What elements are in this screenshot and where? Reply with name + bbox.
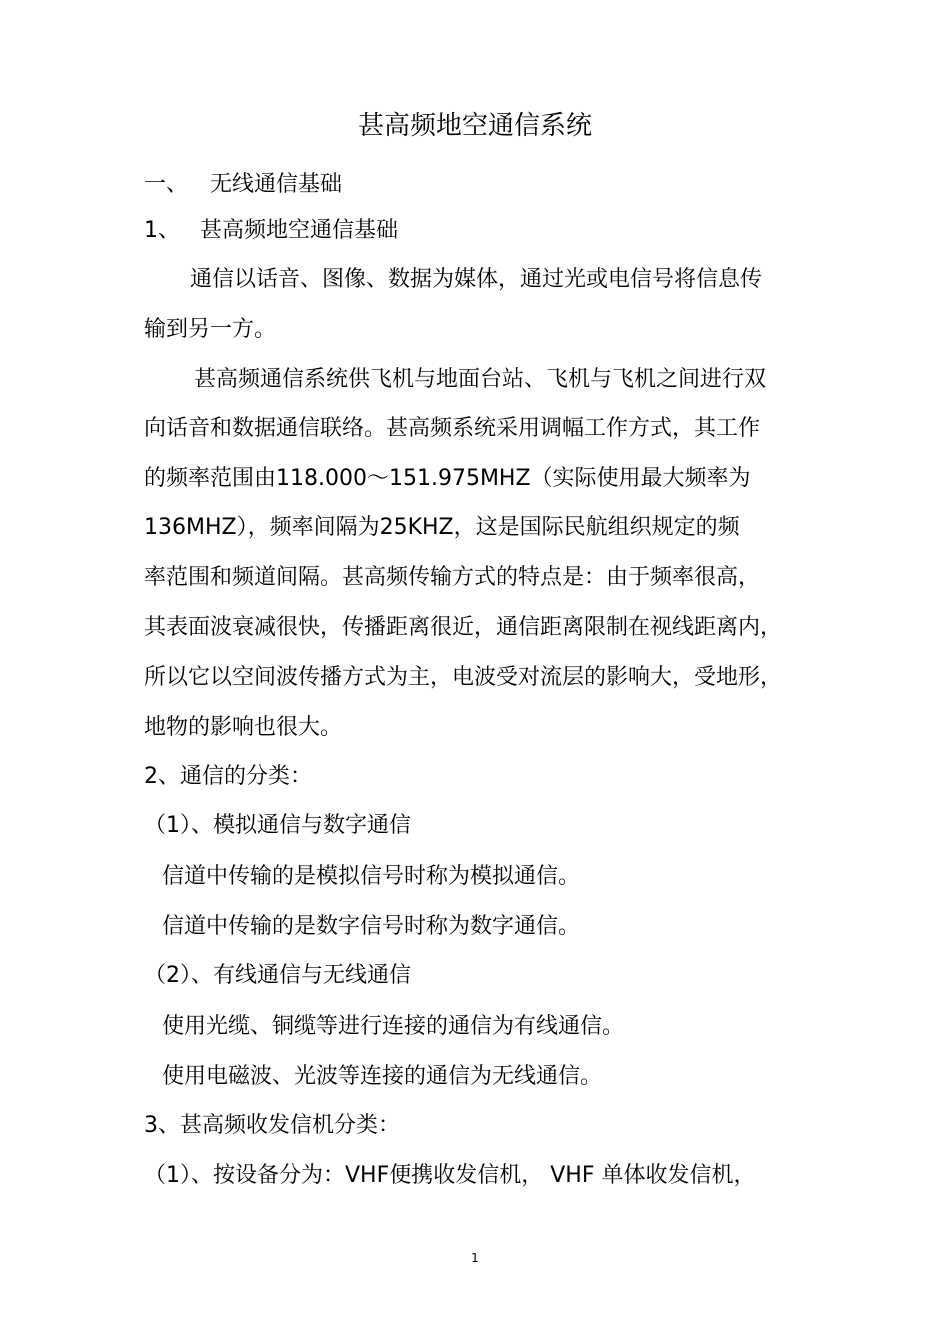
- item-2-1-line-1: 信道中传输的是模拟信号时称为模拟通信。: [162, 864, 581, 889]
- paragraph-2-line-5: 率范围和频道间隔。甚高频传输方式的特点是：由于频率很高，: [144, 565, 761, 590]
- paragraph-2-line-7: 所以它以空间波传播方式为主，电波受对流层的影响大，受地形，: [144, 665, 783, 690]
- page-number: 1: [471, 1251, 479, 1265]
- item-2-1-line-2: 信道中传输的是数字信号时称为数字通信。: [162, 914, 581, 939]
- paragraph-2-line-2: 向话音和数据通信联络。甚高频系统采用调幅工作方式，其工作: [144, 416, 761, 441]
- document-title: 甚高频地空通信系统: [357, 111, 592, 141]
- subsection-label: 甚高频地空通信基础: [200, 218, 399, 243]
- paragraph-2-line-1: 甚高频通信系统供飞机与地面台站、飞机与飞机之间进行双: [194, 367, 767, 392]
- section-number: 一、: [144, 172, 189, 197]
- paragraph-2-line-6: 其表面波衰减很快，传播距离很近，通信距离限制在视线距离内，: [144, 615, 783, 640]
- paragraph-1-line-2: 输到另一方。: [144, 317, 277, 342]
- paragraph-2-line-3: 的频率范围由118.000～151.975MHZ（实际使用最大频率为: [144, 466, 751, 491]
- paragraph-1-line-1: 通信以话音、图像、数据为媒体，通过光或电信号将信息传: [190, 267, 763, 292]
- section-heading-1: [144, 169, 342, 201]
- item-2-2-line-2: 使用电磁波、光波等连接的通信为无线通信。: [162, 1064, 603, 1089]
- subsection-heading-2: 2、通信的分类：: [144, 764, 312, 789]
- subsection-number: 1、: [144, 218, 180, 243]
- item-2-2-line-1: 使用光缆、铜缆等进行连接的通信为有线通信。: [162, 1014, 625, 1039]
- subsection-heading-3: 3、甚高频收发信机分类：: [144, 1113, 400, 1138]
- subsection-heading-1: [144, 215, 398, 247]
- item-heading-2-2: （2）、有线通信与无线通信: [144, 963, 411, 988]
- paragraph-2-line-4: 136MHZ），频率间隔为25KHZ，这是国际民航组织规定的频: [144, 515, 740, 540]
- item-heading-2-1: （1）、模拟通信与数字通信: [144, 813, 411, 838]
- paragraph-2-line-8: 地物的影响也很大。: [144, 715, 343, 740]
- section-label: 无线通信基础: [210, 172, 343, 197]
- item-3-1: （1）、按设备分为：VHF便携收发信机， VHF 单体收发信机，: [144, 1163, 756, 1188]
